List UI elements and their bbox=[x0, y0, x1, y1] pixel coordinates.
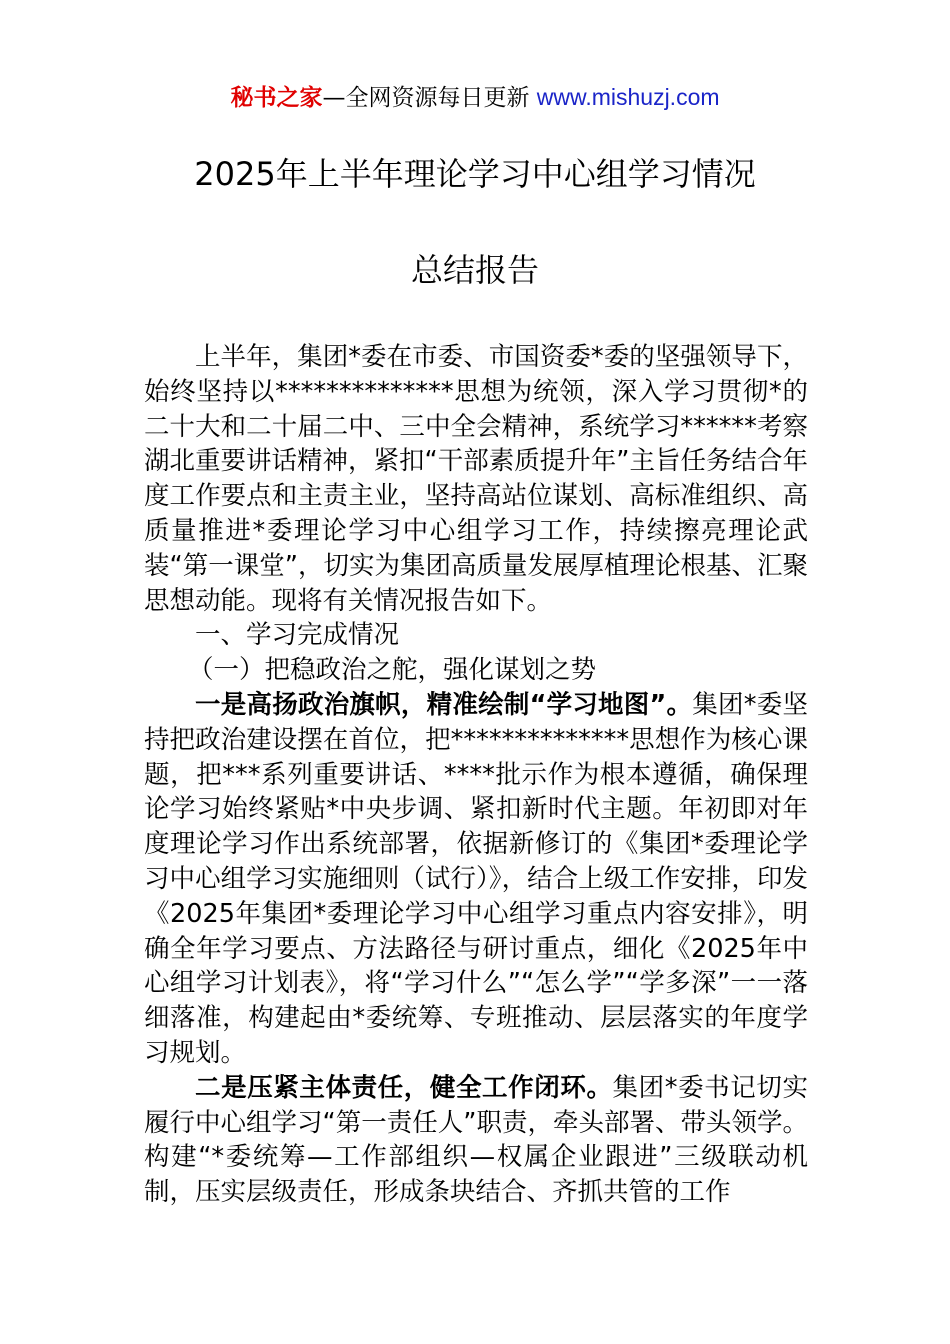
header-tagline: —全网资源每日更新 bbox=[322, 85, 537, 111]
paragraph-1-text: 集团*委坚持把政治建设摆在首位，把**************思想作为核心课题，把***系列重要讲话、****批示作为根本遵循，确保理论学习始终紧贴*中央步调、紧扣新时代主题。年初即对年度理论学习作出系统部署，依据新修订的《集团*委理论学习中心组学习实施细则（试行）》，结合上级工作安排，印发《2025年集团*委理论学习中心组学习重点内容安排》，明确全年学习要点、方法路径与研讨重点，细化《2025年中心组学习计划表》，将“学习什么”“怎么学”“学多深”一一落细落准，构建起由*委统筹、专班推动、层层落实的年度学习规划。 bbox=[144, 689, 808, 1068]
intro-paragraph: 上半年，集团*委在市委、市国资委*委的坚强领导下，始终坚持以**************思想为统领，深入学习贯彻*的二十大和二十届二中、三中全会精神，系统学习******考察湖北重要讲话精神，紧扣“干部素质提升年”主旨任务结合年度工作要点和主责主业，坚持高站位谋划、高标准组织、高质量推进*委理论学习中心组学习工作，持续擦亮理论武装“第一课堂”，切实为集团高质量发展厚植理论根基、汇聚思想动能。现将有关情况报告如下。 bbox=[144, 342, 808, 616]
document-title-line1: 2025年上半年理论学习中心组学习情况 bbox=[194, 155, 756, 193]
paragraph-1-lead: 一是高扬政治旗帜，精准绘制“学习地图”。 bbox=[195, 689, 693, 720]
document-body bbox=[144, 340, 808, 1210]
subsection-heading: （一）把稳政治之舵，强化谋划之势 bbox=[188, 655, 597, 686]
paragraph-1 bbox=[144, 688, 808, 1071]
paragraph-2-text: 集团*委书记切实履行中心组学习“第一责任人”职责，牵头部署、带头领学。构建“*委统筹—工作部组织—权属企业跟进”三级联动机制，压实层级责任，形成条块结合、齐抓共管的工作 bbox=[144, 1072, 808, 1208]
document-title-line2: 总结报告 bbox=[410, 251, 539, 289]
paragraph-2-lead: 二是压紧主体责任，健全工作闭环。 bbox=[195, 1072, 613, 1103]
site-url-link[interactable]: www.mishuzj.com bbox=[536, 84, 720, 110]
paragraph-2 bbox=[144, 1071, 808, 1210]
site-header bbox=[0, 82, 950, 113]
section-heading: 一、学习完成情况 bbox=[195, 620, 400, 651]
brand-name: 秘书之家 bbox=[230, 85, 323, 111]
